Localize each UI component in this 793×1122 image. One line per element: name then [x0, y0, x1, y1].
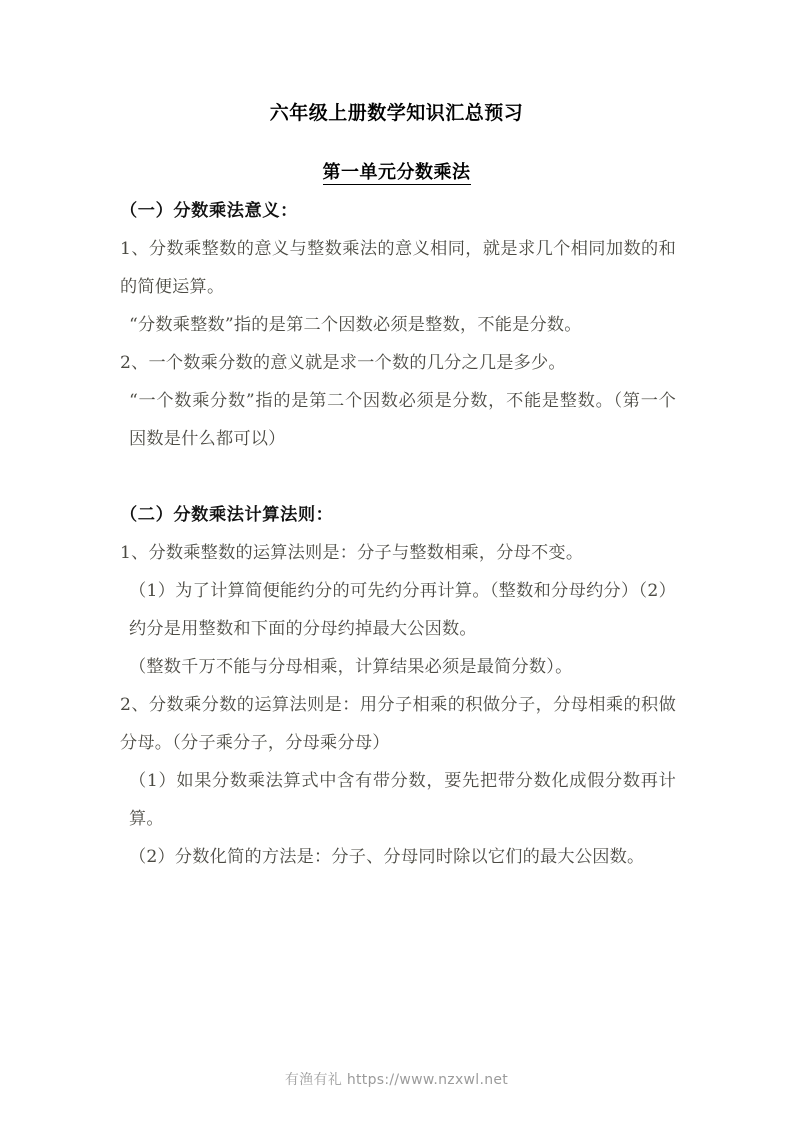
- section-1-line-3: 2、一个数乘分数的意义就是求一个数的几分之几是多少。: [120, 353, 566, 373]
- section-2-line-4: 2、分数乘分数的运算法则是：用分子相乘的积做分子，分母相乘的积做分母。（分子乘分子，分母乘分母）: [120, 695, 676, 753]
- section-1-line-4: “一个数乘分数”指的是第二个因数必须是分数，不能是整数。（第一个因数是什么都可以）: [129, 391, 676, 449]
- section-1-line-2: “分数乘整数”指的是第二个因数必须是整数，不能是分数。: [129, 315, 582, 335]
- section-heading-2: （二）分数乘法计算法则：: [120, 505, 334, 525]
- section-2-line-3: （整数千万不能与分母相乘，计算结果必须是最简分数）。: [129, 657, 573, 677]
- unit-subtitle-text: 第一单元分数乘法: [322, 162, 471, 183]
- document-body: [120, 192, 676, 876]
- page-title: 六年级上册数学知识汇总预习: [269, 102, 524, 124]
- section-2-line-2: （1）为了计算简便能约分的可先约分再计算。（整数和分母约分）（2）约分是用整数和下面的分母约掉最大公因数。: [129, 581, 676, 639]
- section-heading-1: （一）分数乘法意义：: [120, 201, 298, 221]
- section-2-line-6: （2）分数化简的方法是：分子、分母同时除以它们的最大公因数。: [129, 847, 645, 867]
- footer-watermark: 有渔有礼 https://www.nzxwl.net: [284, 1072, 509, 1088]
- unit-subtitle: [0, 158, 793, 184]
- section-1-line-1: 1、分数乘整数的意义与整数乘法的意义相同，就是求几个相同加数的和的简便运算。: [120, 239, 676, 297]
- section-2-line-1: 1、分数乘整数的运算法则是：分子与整数相乘，分母不变。: [120, 543, 584, 563]
- section-2-line-5: （1）如果分数乘法算式中含有带分数，要先把带分数化成假分数再计算。: [129, 771, 676, 829]
